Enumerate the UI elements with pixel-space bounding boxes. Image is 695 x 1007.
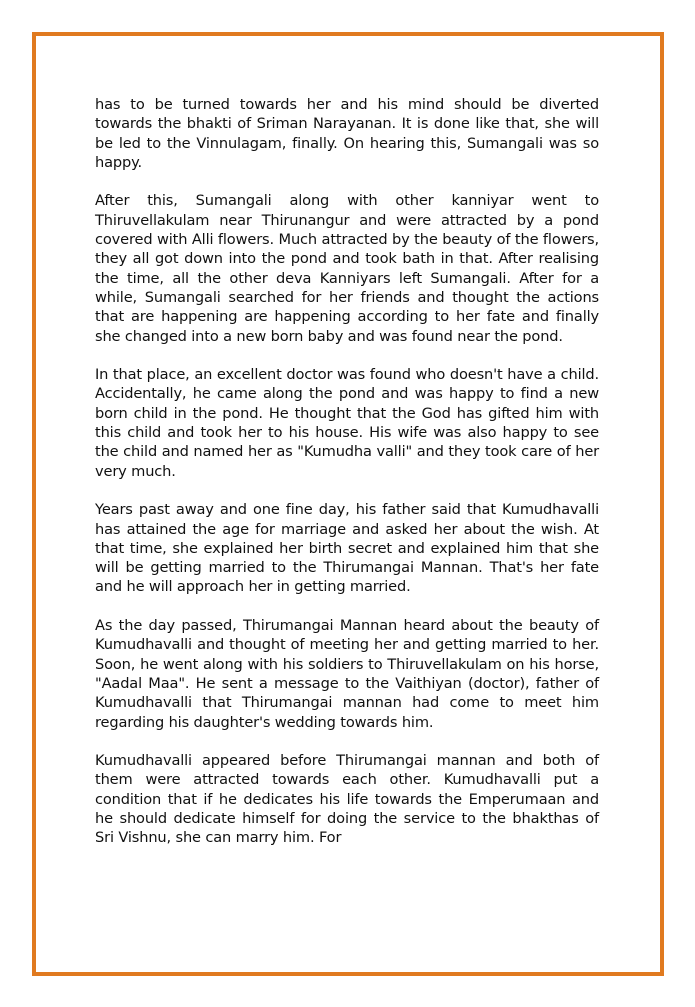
paragraph-3: In that place, an excellent doctor was found who doesn't have a child. Accidentally, he came along the pond and was happy to find a new born child in the pond. He thought that the God has gifted him with this child and took her to his house. His wife was also happy to see the child and named her as "Kumudha valli" and they took care of her very much. <box>95 366 599 480</box>
paragraph-4: Years past away and one fine day, his father said that Kumudhavalli has attained the age for marriage and asked her about the wish. At that time, she explained her birth secret and explained him that she will be getting married to the Thirumangai Mannan. That's her fate and he will approach her in getting married. <box>95 501 599 596</box>
paragraph-1: has to be turned towards her and his mind should be diverted towards the bhakti of Sriman Narayanan. It is done like that, she will be led to the Vinnulagam, finally. On hearing this, Sumangali was so happy. <box>95 96 599 171</box>
paragraph-6: Kumudhavalli appeared before Thirumangai mannan and both of them were attracted towards each other. Kumudhavalli put a condition that if he dedicates his life towards the Emperumaan and he should dedicate himself for doing the service to the bhakthas of Sri Vishnu, she can marry him. For <box>95 752 599 847</box>
paragraph-2: After this, Sumangali along with other kanniyar went to Thiruvellakulam near Thirunangur and were attracted by a pond covered with Alli flowers. Much attracted by the beauty of the flowers, they all got down into the pond and took bath in that. After realising the time, all the other deva Kanniyars left Sumangali. After for a while, Sumangali searched for her friends and thought the actions that are happening are happening according to her fate and finally she changed into a new born baby and was found near the pond. <box>95 192 599 345</box>
page-body-text <box>95 95 599 867</box>
paragraph-5: As the day passed, Thirumangai Mannan heard about the beauty of Kumudhavalli and thought of meeting her and getting married to her. Soon, he went along with his soldiers to Thiruvellakulam on his horse, "Aadal Maa". He sent a message to the Vaithiyan (doctor), father of Kumudhavalli that Thirumangai mannan had come to meet him regarding his daughter's wedding towards him. <box>95 617 599 731</box>
